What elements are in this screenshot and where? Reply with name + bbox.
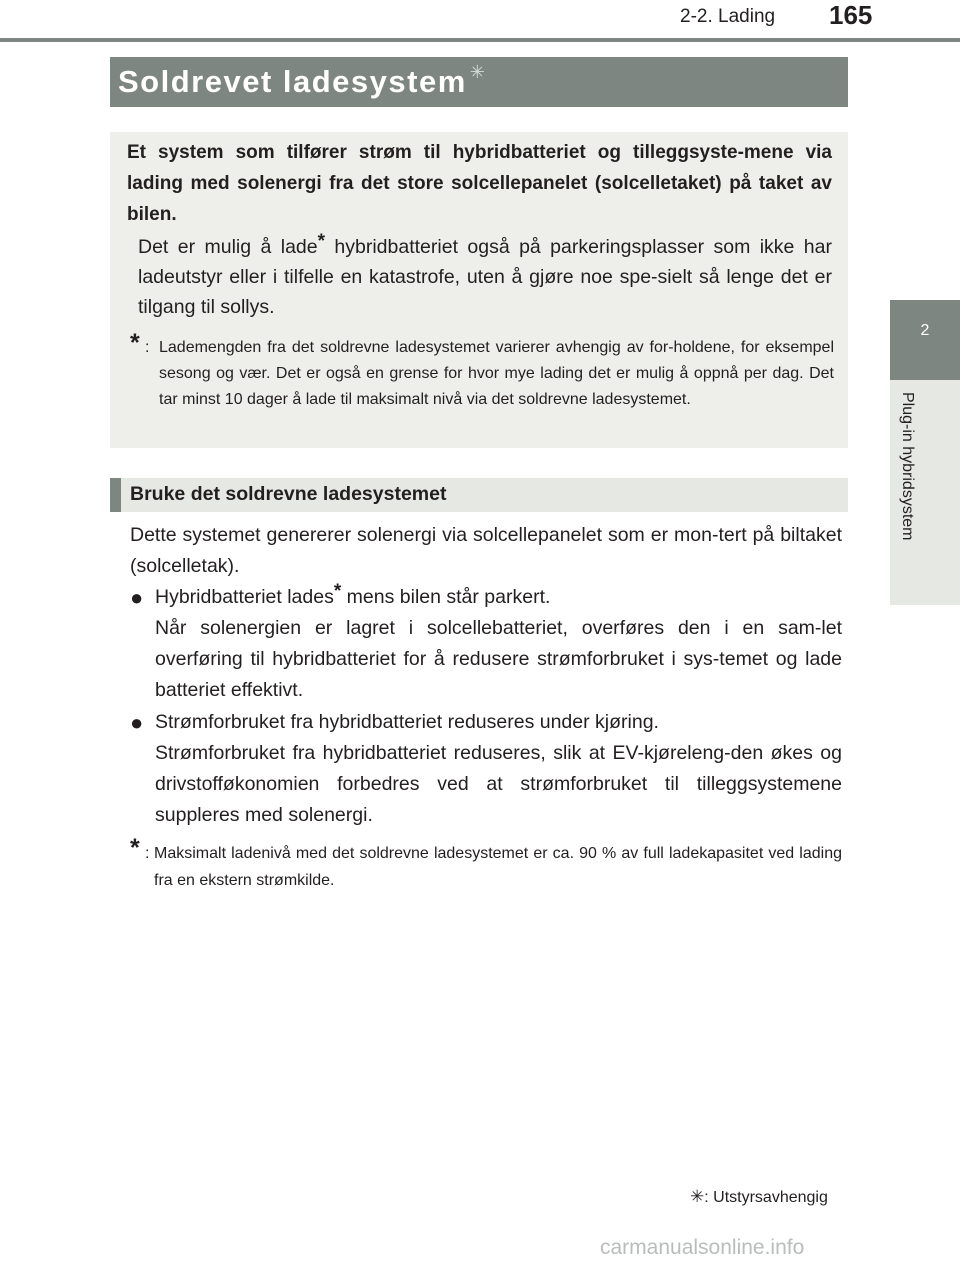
page-number: 165 bbox=[829, 0, 873, 30]
list-item-title-start: Hybridbatteriet lades bbox=[155, 586, 334, 608]
intro-body-end: hybridbatteriet også på parkeringsplasser som ikke har ladeutstyr eller i tilfelle en katastrofe, uten å gjøre noe spe-sielt så lenge det er tilgang til sollys. bbox=[138, 236, 832, 318]
section-intro: Dette systemet genererer solenergi via solcellepanelet som er mon-tert på biltaket (solcelletak). bbox=[130, 524, 842, 577]
list-item-desc: Når solenergien er lagret i solcellebatteriet, overføres den i en sam-let overføring til hybridbatteriet for å redusere strømforbruket i sys-temet og lade batteriet effektivt. bbox=[155, 617, 842, 701]
note-asterisk: * bbox=[130, 329, 140, 357]
optional-equipment-icon: ✳ bbox=[469, 62, 487, 82]
asterisk-mark: * bbox=[333, 581, 342, 602]
section-note bbox=[130, 834, 842, 894]
optional-equipment-icon: ✳ bbox=[690, 1187, 705, 1206]
intro-body bbox=[138, 232, 832, 322]
header-rule bbox=[0, 38, 960, 42]
list-item-title: Strømforbruket fra hybridbatteriet reduseres under kjøring. bbox=[155, 711, 659, 733]
bullet-icon: ● bbox=[130, 710, 144, 735]
list-item-title-end: mens bilen står parkert. bbox=[341, 586, 551, 608]
page-title-text: Soldrevet ladesystem bbox=[118, 64, 467, 99]
footnote bbox=[690, 1187, 828, 1207]
list-item-title bbox=[155, 582, 842, 613]
note-asterisk: * bbox=[130, 834, 140, 862]
intro-note-text: Lademengden fra det soldrevne ladesystemet varierer avhengig av for-holdene, for eksempel sesong og vær. Det er også en grense for hvor mye lading det er mulig å oppnå per dag. Det tar minst 10 dager å lade til maksimalt nivå via det soldrevne ladesystemet. bbox=[159, 339, 834, 408]
list-item-desc: Strømforbruket fra hybridbatteriet reduseres, slik at EV-kjøreleng-den økes og drivstofføkonomien forbedres ved at strømforbruket til tilleggsystemene suppleres med solenergi. bbox=[155, 742, 842, 826]
section-note-text: Maksimalt ladenivå med det soldrevne ladesystemet er ca. 90 % av full ladekapasitet ved lading fra en ekstern strømkilde. bbox=[154, 845, 842, 889]
footnote-text: : Utstyrsavhengig bbox=[704, 1189, 828, 1206]
section-label: 2-2. Lading bbox=[680, 6, 776, 27]
page-title bbox=[118, 62, 486, 100]
asterisk-mark: * bbox=[317, 231, 326, 252]
list-item bbox=[130, 582, 842, 706]
section-heading: Bruke det soldrevne ladesystemet bbox=[130, 483, 447, 505]
list-item bbox=[130, 707, 842, 831]
intro-note bbox=[130, 329, 834, 413]
note-colon: : bbox=[145, 339, 150, 356]
intro-body-start: Det er mulig å lade bbox=[138, 236, 318, 258]
watermark: carmanualsonline.info bbox=[600, 1236, 805, 1259]
chapter-tab bbox=[890, 300, 960, 380]
note-colon: : bbox=[145, 845, 150, 862]
bullet-icon: ● bbox=[130, 585, 144, 610]
section-heading-accent bbox=[110, 478, 121, 512]
chapter-number: 2 bbox=[920, 322, 930, 339]
chapter-title: Plug-in hybridsystem bbox=[899, 392, 916, 541]
intro-lead: Et system som tilfører strøm til hybridbatteriet og tilleggsyste-mene via lading med solenergi fra det store solcellepanelet (solcelletaket) på taket av bilen. bbox=[127, 142, 832, 225]
